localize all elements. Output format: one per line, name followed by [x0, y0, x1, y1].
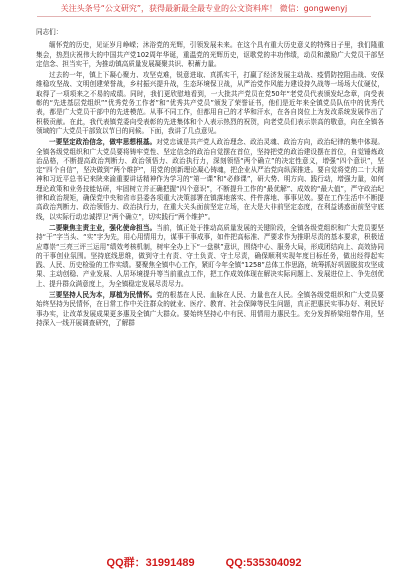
- paragraph-1: 缅怀党的历史，见证岁月峥嵘；沐浴党的光辉，引领发展未来。在这个具有重大历史意义的特殊日子里，我们隆重集会，热烈庆祝伟大的中国共产党102周年华诞，重温党的光辉历史，讴歌党的丰功伟绩，动员和激励广大党员干部坚定信念、担当实干，为推动镇高质量发展凝聚共识、积蓄力量。: [36, 41, 384, 68]
- document-body: [36, 28, 384, 546]
- footer-qq: QQ:535304092: [225, 557, 302, 569]
- footer-contact: [0, 554, 408, 570]
- footer-qq-group: QQ群：31991489: [106, 557, 195, 569]
- section-2: [36, 224, 384, 289]
- section-1: [36, 138, 384, 222]
- section-3-text: 党的根基在人民、血脉在人民、力量也在人民。全镇各级党组织和广大党员要始终坚持为民情怀，在日常工作中关注群众的就业、医疗、教育、社会保障等民生问题，真正把惠民实事办好、利民好事办实，让改革发展成果更多惠及全镇广大群众。要始终坚持心中有民、用情用力惠民生。充分发挥桥梁纽带作用，坚持深入一线开展调查研究，了解群: [36, 291, 384, 327]
- section-2-heading: 二要聚焦主责主业，强化使命担当。: [49, 223, 157, 232]
- banner-text: 关注头条号“公文研究”，获得最新最全最专业的公文资料库！ 微信：gongwenyj: [60, 4, 348, 13]
- section-1-heading: 一要坚定政治信念，做牢思想根基。: [49, 138, 157, 147]
- banner-rule: [37, 16, 372, 17]
- paragraph-2: 过去的一年，镇上下凝心聚力、攻坚克难，锐意进取、真抓实干，打赢了经济发展主动战、疫情防控阻击战、安保维稳攻坚战、文明创建荣誉战，乡村振兴提升战，生态环境保卫战，从严治党作风能力建设持久战等一场场大仗硬仗，取得了一项项来之不易的成绩。同时，我们更欣慰地看到，一大批共产党员在党50年“老党员代表颁发纪念章，向受表彰的“先进基层党组织”“优秀党务工作者”和“优秀共产党员”颁发了荣誉证书，他们是近年来全镇党员队伍中的优秀代表，都是广大党员干部中的先进模范。从事不同工作，但都用自己的才华和汗水，在各自岗位上为发改系统发展作出了积极贡献。在此，我代表镇党委向受表彰的先进集体和个人表示热烈的祝贺，向老党员们表示崇高的敬意，向在全镇各领域的广大党员干部致以节日的问候。下面，我讲了几点意见。: [36, 71, 384, 135]
- header-banner: [0, 4, 408, 17]
- salutation: 同志们：: [36, 28, 63, 36]
- section-2-text: 当前，镇正处于推动高质量发展的关键阶段，全镇各级党组织和广大党员要坚持“干”字当头、“实”字为先，用心用情用力，谋事干事成事，如件把高标准、严要求作为推职尽责的基本要求，积极适应尊崇“三亮三评三运用”绩效考核机制，树牢全办上下“一盘棋”意识，围绕中心、服务大局，形成团结向上、高效协同的干事创业氛围。坚持底线思维，做到守土有责、守土负责、守土尽责，确保顺利实现年度目标任务，做出经得起实践、人民、历史检验的工作实绩。要聚焦全镇中心工作，紧盯今年全镇“1258”总体工作思路，统筹抓好巩固脱贫攻坚成果、主动创稳、产业发展、人居环境提升等当前重点工作，把工作成效体现在解决实际问题上、发展进位上、争先创优上、提升群众满意度上，为全镇稳定发展尽责尽力。: [36, 223, 384, 288]
- section-3: [36, 291, 384, 328]
- section-1-text: 对党忠诚是共产党人政治理念、政治灵魂、政治方向，政治纪律的集中体现。全镇各级党组织和广大党员要将铸牢党性、坚定信念的政治自觉摆在首位，坚持把党的政治建设摆在首位，自觉锤炼政治品格，不断提高政治判断力、政治领悟力、政治执行力，深刻领悟“两个确立”的决定性意义，增强“四个意识”，坚定“四个自信”，坚决做到“两个维护”，用党的创新理论凝心铸魂，把企业从严治党向纵深推进。要自觉将党的二十大精神和习近平总书记来陕来渝重要讲话精神作为学习的“第一课”和“必修课”，研大势、明方向、践行动，增强力量，如何理论政策和业务技能钻研，牢固树立并正确把握“四个意识”，不断提升工作的“最优解”、成效的“最大值”，严守政治纪律和政治规矩，确保党中央和省市县委各项重大决策部署在镇落地落实、件件落地、事事见效。要在工作生活中不断提高政治判断力、政治领悟力、政治执行力，在重大关头面前坚定立场，在大是大非前坚定态度，在利益诱惑面前坚守底线，以实际行动忠诚捍卫“两个确立”，切实践行“两个维护”。: [36, 138, 384, 221]
- section-3-heading: 三要坚持人民为本，厚植为民情怀。: [49, 291, 157, 300]
